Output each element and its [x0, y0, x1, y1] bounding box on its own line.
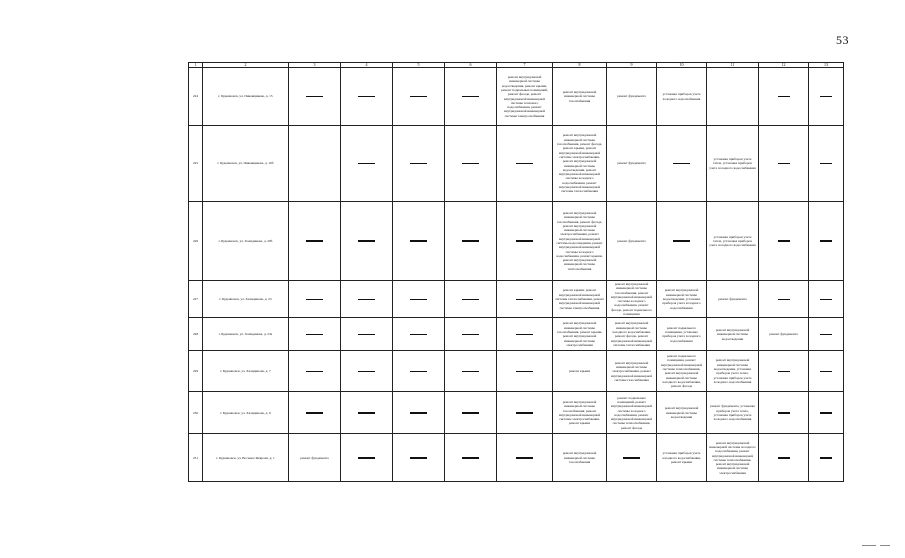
dash-mark	[673, 240, 690, 241]
work-cell: ремонт фундамента, установка приборов учета тепла, установка приборов учета холодного водоснабжения	[707, 392, 759, 434]
address-cell: г. Буденновск, ул. Халидинова, д. 7	[203, 351, 289, 392]
work-cell: ремонт внутридомовой инженерной системы газоснабжения, ремонт крыши, ремонт внутридомовой инженерной системы электроснабжения	[553, 318, 607, 351]
work-cell	[809, 281, 844, 318]
dash-mark	[462, 96, 479, 97]
work-cell: ремонт внутридомовой инженерной системы газоснабжения, ремонт внутридомовой инженерной системы холодного водоснабжения, ремонт фасада, ремонт подвального помещения	[607, 281, 657, 318]
dash-mark	[410, 163, 427, 164]
work-cell	[445, 392, 497, 434]
dash-mark	[778, 371, 790, 372]
header-cell: 3	[289, 63, 341, 68]
work-cell	[657, 126, 707, 202]
dash-mark	[410, 334, 427, 335]
row-number-cell: 226	[189, 202, 203, 281]
dash-mark	[410, 240, 427, 241]
work-cell	[759, 434, 809, 482]
dash-mark	[306, 334, 323, 335]
dash-mark	[516, 163, 533, 164]
work-cell: ремонт крыши	[553, 351, 607, 392]
dash-mark	[820, 457, 832, 458]
header-cell: 10	[657, 63, 707, 68]
dash-mark	[516, 457, 533, 458]
work-cell	[393, 281, 445, 318]
work-cell	[445, 318, 497, 351]
work-cell	[341, 281, 393, 318]
dash-mark	[462, 412, 479, 413]
dash-mark	[623, 457, 640, 458]
work-cell	[607, 434, 657, 482]
dash-mark	[462, 299, 479, 300]
dash-mark	[516, 240, 533, 241]
dash-mark	[358, 457, 375, 458]
table-row	[189, 351, 844, 392]
work-cell: ремонт внутридомовой инженерной системы водоотведения, установка приборов учета тепла, установка приборов учета холодного водоснабжения	[707, 351, 759, 392]
work-cell: ремонт внутридомовой инженерной системы газоснабжения	[553, 434, 607, 482]
dash-mark	[462, 240, 479, 241]
dash-mark	[778, 299, 790, 300]
table-row	[189, 202, 844, 281]
work-cell	[393, 126, 445, 202]
dash-mark	[820, 299, 832, 300]
work-cell: установка приборов учета холодного водоснабжения, ремонт крыши	[657, 434, 707, 482]
work-cell	[289, 281, 341, 318]
work-cell	[759, 68, 809, 126]
table-body	[189, 63, 844, 482]
dash-mark	[358, 96, 375, 97]
header-cell: 9	[607, 63, 657, 68]
work-cell: установка приборов учета тепла, установка приборов учета холодного водоснабжения	[707, 126, 759, 202]
dash-mark	[358, 334, 375, 335]
work-cell	[445, 281, 497, 318]
work-cell	[341, 126, 393, 202]
header-cell: 12	[759, 63, 809, 68]
work-cell	[497, 126, 553, 202]
work-cell: ремонт фундамента	[607, 126, 657, 202]
dash-mark	[462, 371, 479, 372]
dash-mark	[516, 334, 533, 335]
work-cell	[809, 126, 844, 202]
row-number-cell: 231	[189, 434, 203, 482]
scan-mark	[862, 545, 876, 546]
dash-mark	[306, 240, 323, 241]
work-cell: ремонт внутридомовой инженерной системы газоснабжения, ремонт внутридомовой инженерной системы электроснабжения, ремонт крыши	[553, 392, 607, 434]
work-cell	[809, 318, 844, 351]
repair-schedule-table	[188, 62, 844, 482]
header-cell: 2	[203, 63, 289, 68]
dash-mark	[778, 163, 790, 164]
dash-mark	[820, 371, 832, 372]
header-cell: 6	[445, 63, 497, 68]
work-cell	[445, 126, 497, 202]
address-cell: г. Буденновск, ул. Пиковщикова, д. 15	[203, 68, 289, 126]
work-cell	[341, 392, 393, 434]
work-cell	[393, 68, 445, 126]
work-cell	[393, 351, 445, 392]
row-number-cell: 225	[189, 126, 203, 202]
work-cell	[497, 281, 553, 318]
work-cell	[393, 392, 445, 434]
dash-mark	[410, 371, 427, 372]
dash-mark	[358, 412, 375, 413]
table-row	[189, 318, 844, 351]
dash-mark	[673, 163, 690, 164]
work-cell	[497, 392, 553, 434]
work-cell	[393, 318, 445, 351]
work-cell	[497, 351, 553, 392]
header-cell: 13	[809, 63, 844, 68]
work-cell: ремонт внутридомовой инженерной системы газоснабжения	[553, 68, 607, 126]
work-cell	[289, 126, 341, 202]
work-cell	[341, 68, 393, 126]
table-row	[189, 68, 844, 126]
work-cell: ремонт внутридомовой инженерной системы газоснабжения, ремонт фасада, ремонт внутридомовой инженерной системы электроснабжения, ремонт внутридомовой инженерной системы водоотведения, ремонт внутридомовой инженерной системы холодного водоснабжения, ремонт крыши, ремонт внутридомовой инженерной системы теплоснабжения	[553, 202, 607, 281]
work-cell: ремонт внутридомовой инженерной системы холодного водоснабжения, ремонт внутридомовой инженерной системы теплоснабжения, ремонт внутридомовой инженерной системы электроснабжения	[707, 434, 759, 482]
dash-mark	[462, 334, 479, 335]
dash-mark	[306, 299, 323, 300]
work-cell: ремонт внутридомовой инженерной системы водоотведения, ремонт крыши, ремонт подвальных помещений, ремонт фасада, ремонт внутридомовой инженерной системы теплового водоснабжения, ремонт внутридомовой инженерной системы электроснабжения	[497, 68, 553, 126]
work-cell	[289, 351, 341, 392]
work-cell: ремонт фундамента	[607, 68, 657, 126]
work-cell	[341, 202, 393, 281]
address-cell: г. Буденновск, ул. Халидинова, д. 20б	[203, 202, 289, 281]
row-number-cell: 224	[189, 68, 203, 126]
work-cell: ремонт внутридомовой инженерной системы водоотведения, установка приборов учета холодного водоснабжения	[657, 281, 707, 318]
table-row	[189, 392, 844, 434]
work-cell: ремонт подвального помещения, установка приборов учета холодного водоснабжения	[657, 318, 707, 351]
dash-mark	[778, 96, 790, 97]
work-cell: ремонт внутридомовой инженерной системы водоотведения	[707, 318, 759, 351]
work-cell: ремонт фундамента	[289, 434, 341, 482]
work-cell	[657, 202, 707, 281]
work-cell: ремонт крыши, ремонт внутридомовой инженерной системы теплоснабжения, ремонт внутридомовой инженерной системы электроснабжения	[553, 281, 607, 318]
dash-mark	[358, 299, 375, 300]
work-cell	[759, 126, 809, 202]
work-cell	[809, 68, 844, 126]
dash-mark	[410, 299, 427, 300]
work-cell	[341, 351, 393, 392]
table-row	[189, 126, 844, 202]
work-cell	[341, 434, 393, 482]
work-cell	[289, 68, 341, 126]
scan-mark	[880, 545, 890, 546]
work-cell	[759, 392, 809, 434]
header-cell: 8	[553, 63, 607, 68]
row-number-cell: 229	[189, 351, 203, 392]
work-cell: ремонт внутридомовой инженерной системы холодного водоснабжения, ремонт фасада, ремонт внутридомовой инженерной системы теплоснабжения	[607, 318, 657, 351]
work-cell	[809, 434, 844, 482]
address-cell: г. Буденновск, ул. Халидинова, д. 23	[203, 281, 289, 318]
dash-mark	[410, 412, 427, 413]
dash-mark	[462, 163, 479, 164]
header-cell: 4	[341, 63, 393, 68]
dash-mark	[820, 334, 832, 335]
dash-mark	[820, 163, 832, 164]
dash-mark	[358, 163, 375, 164]
row-number-cell: 228	[189, 318, 203, 351]
dash-mark	[820, 412, 832, 413]
dash-mark	[462, 457, 479, 458]
dash-mark	[778, 240, 790, 241]
work-cell	[289, 318, 341, 351]
work-cell	[289, 202, 341, 281]
address-cell: г. Буденновск, ул. Пиковщикова, д. 19б	[203, 126, 289, 202]
header-cell: 11	[707, 63, 759, 68]
work-cell	[445, 202, 497, 281]
dash-mark	[358, 240, 375, 241]
dash-mark	[516, 412, 533, 413]
work-cell	[445, 68, 497, 126]
work-cell: ремонт внутридомовой инженерной системы электроснабжения, ремонт внутридомовой инженерной системы газоснабжения	[607, 351, 657, 392]
work-cell	[707, 68, 759, 126]
row-number-cell: 230	[189, 392, 203, 434]
work-cell: установка приборов учета тепла, установка приборов учета холодного водоснабжения	[707, 202, 759, 281]
work-cell	[759, 351, 809, 392]
table-row	[189, 434, 844, 482]
header-cell: 5	[393, 63, 445, 68]
dash-mark	[820, 240, 832, 241]
work-cell: ремонт подвальных помещений, ремонт внутридомовой инженерной системы холодного водоснабжения, ремонт внутридомовой инженерной системы теплоснабжения, ремонт фасада	[607, 392, 657, 434]
work-cell	[809, 392, 844, 434]
work-cell	[759, 202, 809, 281]
dash-mark	[410, 457, 427, 458]
dash-mark	[778, 457, 790, 458]
address-cell: г. Буденновск, ул. Халидинова, д. 23а	[203, 318, 289, 351]
work-cell	[393, 434, 445, 482]
work-cell: ремонт фундамента	[759, 318, 809, 351]
work-cell	[809, 202, 844, 281]
work-cell: установка приборов учета холодного водоснабжения	[657, 68, 707, 126]
work-cell	[445, 434, 497, 482]
work-cell	[497, 318, 553, 351]
dash-mark	[516, 371, 533, 372]
dash-mark	[778, 412, 790, 413]
page-number: 53	[836, 33, 849, 47]
dash-mark	[358, 371, 375, 372]
work-cell: ремонт внутридомовой инженерной системы водоотведения	[657, 392, 707, 434]
work-cell	[393, 202, 445, 281]
work-cell	[759, 281, 809, 318]
header-cell: 7	[497, 63, 553, 68]
work-cell	[497, 202, 553, 281]
work-cell: ремонт фундамента	[607, 202, 657, 281]
work-cell	[809, 351, 844, 392]
row-number-cell: 227	[189, 281, 203, 318]
work-cell	[289, 392, 341, 434]
work-cell	[497, 434, 553, 482]
work-cell	[341, 318, 393, 351]
dash-mark	[516, 299, 533, 300]
dash-mark	[306, 412, 323, 413]
dash-mark	[306, 371, 323, 372]
header-cell: 1	[189, 63, 203, 68]
dash-mark	[820, 96, 832, 97]
dash-mark	[410, 96, 427, 97]
work-cell: ремонт фундамента	[707, 281, 759, 318]
dash-mark	[306, 96, 323, 97]
work-cell	[445, 351, 497, 392]
table-row	[189, 281, 844, 318]
address-cell: г. Буденновск, ул. Восьмое Февраля, д. 1	[203, 434, 289, 482]
work-cell: ремонт внутридомовой инженерной системы газоснабжения, ремонт фасада, ремонт крыши, ремонт внутридомовой инженерной системы электроснабжения, ремонт внутридомовой инженерной системы водоотведения, ремонт внутридомовой инженерной системы холодного водоснабжения, ремонт внутридомовой инженерной системы теплоснабжения	[553, 126, 607, 202]
address-cell: г. Буденновск, ул. Халидинова, д. 9	[203, 392, 289, 434]
work-cell: ремонт подвального помещения, ремонт внутридомовой инженерной системы теплоснабжения, ремонт внутридомовой инженерной системы холодного водоснабжения, ремонт фасада	[657, 351, 707, 392]
